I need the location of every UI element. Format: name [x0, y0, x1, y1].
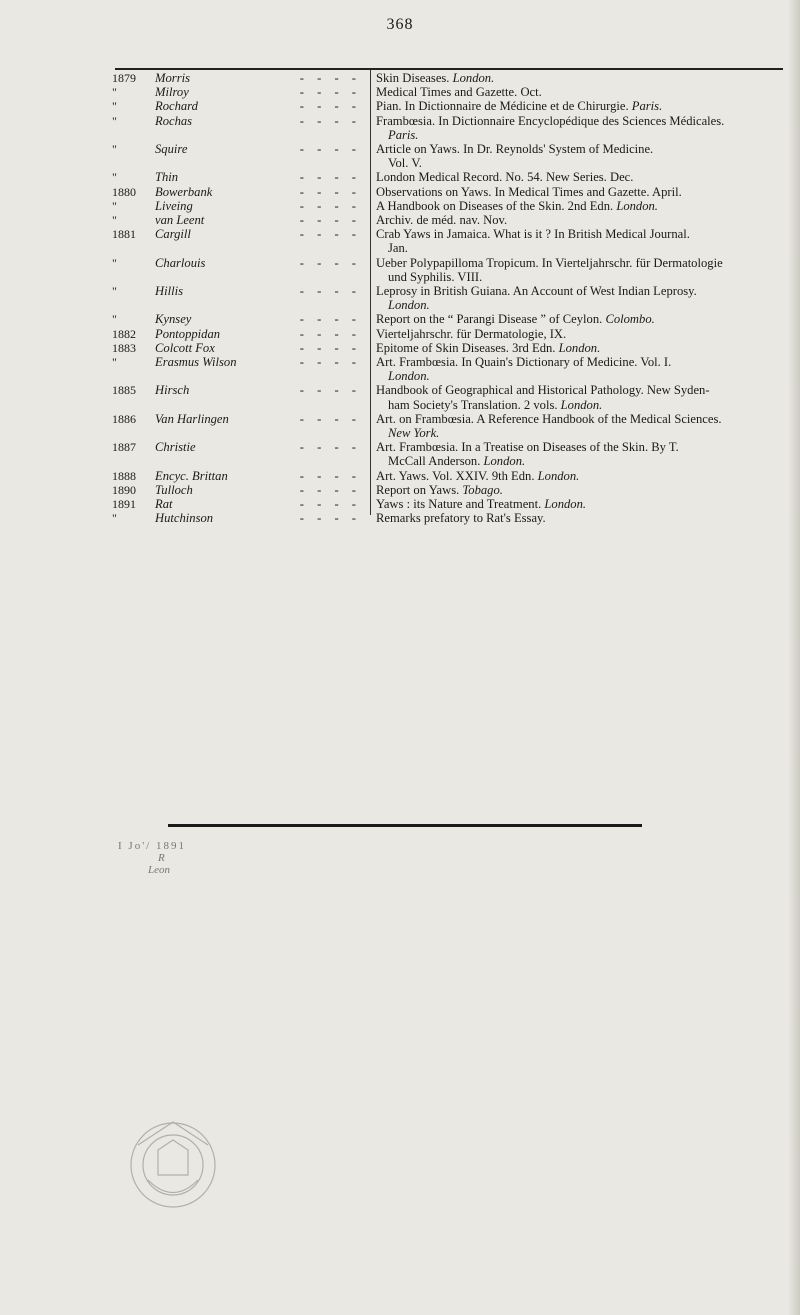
leader-dashes: - - - - — [299, 113, 361, 128]
reference-text: Skin Diseases. — [376, 71, 453, 85]
reference-cell — [376, 312, 784, 326]
page-edge-shadow — [788, 0, 800, 1315]
reference-text: London. — [388, 369, 430, 384]
reference-cell — [376, 85, 784, 99]
page-number: 368 — [386, 16, 414, 33]
author-cell — [155, 511, 367, 525]
author-cell — [155, 483, 367, 497]
year-cell: 1879 — [112, 71, 136, 85]
reference-cell — [376, 71, 784, 85]
year-cell: 1887 — [112, 440, 136, 455]
year-cell: 1880 — [112, 184, 136, 199]
author-cell — [155, 199, 367, 213]
reference-text: Observations on Yaws. In Medical Times and Gazette. April. — [376, 184, 682, 199]
reference-text: London. — [388, 298, 430, 313]
author-cell — [155, 170, 367, 184]
author-cell — [155, 256, 367, 270]
year-cell: " — [112, 284, 117, 298]
reference-text: Article on Yaws. In Dr. Reynolds' System of Medicine. — [376, 142, 654, 156]
reference-cell — [376, 227, 784, 255]
reference-text: London. — [544, 497, 587, 511]
reference-text: Jan. — [388, 241, 408, 256]
leader-dashes: - - - - — [299, 255, 361, 270]
reference-text: London. — [483, 454, 526, 469]
author-cell — [155, 412, 367, 426]
reference-cell — [376, 170, 784, 184]
reference-text: Remarks prefatory to Rat's Essay. — [376, 511, 546, 526]
reference-cell — [376, 199, 784, 213]
author-name: Squire — [155, 142, 188, 156]
leader-dashes: - - - - — [299, 99, 361, 114]
reference-text: Report on the “ Parangi Disease ” of Ceylon. — [376, 312, 606, 327]
author-cell — [155, 142, 367, 156]
author-cell — [155, 284, 367, 298]
reference-text: und Syphilis. VIII. — [388, 269, 483, 284]
reference-cell — [376, 497, 784, 511]
reference-text: Art. Frambœsia. In a Treatise on Diseases of the Skin. By T. — [376, 440, 679, 455]
author-cell — [155, 497, 367, 511]
reference-text: Crab Yaws in Jamaica. What is it ? In British Medical Journal. — [376, 227, 690, 242]
leader-dashes: - - - - — [299, 355, 361, 369]
reference-cell — [376, 440, 784, 468]
author-name: Encyc. Brittan — [155, 468, 228, 483]
leader-dashes: - - - - — [299, 284, 361, 298]
reference-cell — [376, 511, 784, 525]
author-cell — [155, 312, 367, 326]
year-cell: 1885 — [112, 383, 136, 398]
author-cell — [155, 469, 367, 483]
leader-dashes: - - - - — [299, 227, 361, 242]
stamp-line-3: Leon — [148, 864, 170, 876]
reference-text: Art. Yaws. Vol. XXIV. 9th Edn. — [376, 468, 538, 483]
year-cell: 1888 — [112, 468, 136, 483]
leader-dashes: - - - - — [299, 340, 361, 355]
author-name: Cargill — [155, 227, 191, 242]
year-cell: 1890 — [112, 482, 136, 497]
leader-dashes: - - - - — [299, 326, 361, 341]
reference-cell — [376, 355, 784, 383]
reference-text: Yaws : its Nature and Treatment. — [376, 497, 545, 511]
author-name: Erasmus Wilson — [155, 355, 237, 369]
year-cell: " — [112, 142, 117, 156]
reference-cell — [376, 483, 784, 497]
header-rule — [115, 68, 783, 70]
embossed-seal-icon — [118, 1110, 228, 1220]
reference-text: Paris. — [631, 99, 663, 114]
author-cell — [155, 355, 367, 369]
author-name: Colcott Fox — [155, 340, 215, 355]
author-cell — [155, 383, 367, 397]
author-name: van Leent — [155, 213, 205, 227]
year-cell: 1881 — [112, 227, 136, 242]
author-name: Charlouis — [155, 255, 206, 270]
year-cell: " — [112, 312, 117, 327]
author-name: Rochas — [155, 113, 193, 128]
year-cell: " — [112, 355, 117, 369]
stamp-line-1: I Jo'/ 1891 — [118, 840, 186, 852]
author-name: Morris — [155, 71, 190, 85]
author-name: Van Harlingen — [155, 411, 229, 426]
author-cell — [155, 227, 367, 241]
reference-cell — [376, 114, 784, 142]
reference-text: Vol. V. — [388, 156, 422, 171]
reference-cell — [376, 341, 784, 355]
leader-dashes: - - - - — [299, 198, 361, 213]
leader-dashes: - - - - — [299, 440, 361, 455]
reference-cell — [376, 327, 784, 341]
reference-text: Ueber Polypapilloma Tropicum. In Vierteljahrschr. für Dermatologie — [376, 255, 723, 270]
reference-text: Art. Frambœsia. In Quain's Dictionary of Medicine. Vol. I. — [376, 355, 672, 369]
author-name: Kynsey — [155, 312, 192, 327]
stamp-line-2: R — [158, 852, 165, 864]
reference-text: Frambœsia. In Dictionnaire Encyclopédique des Sciences Médicales. — [376, 113, 725, 128]
author-name: Hillis — [155, 284, 183, 298]
year-cell: " — [112, 170, 117, 185]
reference-text: Vierteljahrschr. für Dermatologie, IX. — [376, 326, 567, 341]
reference-cell — [376, 383, 784, 411]
leader-dashes: - - - - — [299, 213, 361, 227]
year-cell: " — [112, 511, 117, 526]
reference-text: London. — [558, 340, 601, 355]
author-name: Pontoppidan — [155, 326, 221, 341]
reference-text: London. — [616, 198, 658, 213]
leader-dashes: - - - - — [299, 511, 361, 526]
footer-rule — [168, 824, 642, 827]
author-name: Hirsch — [155, 383, 190, 398]
reference-cell — [376, 99, 784, 113]
reference-text: Tobago. — [462, 482, 503, 497]
year-cell: 1886 — [112, 411, 136, 426]
leader-dashes: - - - - — [299, 184, 361, 199]
author-cell — [155, 341, 367, 355]
year-cell: " — [112, 99, 117, 114]
author-name: Tulloch — [155, 482, 193, 497]
reference-text: Leprosy in British Guiana. An Account of West Indian Leprosy. — [376, 284, 697, 298]
reference-text: London. — [537, 468, 580, 483]
reference-text: Report on Yaws. — [376, 482, 463, 497]
reference-cell — [376, 469, 784, 483]
reference-text: London. — [560, 397, 603, 412]
year-cell: " — [112, 213, 117, 227]
leader-dashes: - - - - — [299, 468, 361, 483]
reference-text: Colombo. — [605, 312, 655, 327]
author-cell — [155, 185, 367, 199]
reference-cell — [376, 284, 784, 312]
author-cell — [155, 213, 367, 227]
reference-text: Art. on Frambœsia. A Reference Handbook of the Medical Sciences. — [376, 411, 722, 426]
reference-text: Pian. In Dictionnaire de Médicine et de Chirurgie. — [376, 99, 632, 114]
author-name: Christie — [155, 440, 196, 455]
reference-text: New York. — [388, 426, 440, 440]
author-name: Thin — [155, 170, 179, 185]
author-cell — [155, 99, 367, 113]
leader-dashes: - - - - — [299, 482, 361, 497]
leader-dashes: - - - - — [299, 497, 361, 511]
year-cell: " — [112, 255, 117, 270]
reference-text: London Medical Record. No. 54. New Series. Dec. — [376, 170, 634, 185]
author-name: Liveing — [155, 198, 193, 213]
reference-text: Medical Times and Gazette. Oct. — [376, 85, 542, 100]
author-cell — [155, 327, 367, 341]
author-name: Bowerbank — [155, 184, 213, 199]
author-cell — [155, 114, 367, 128]
leader-dashes: - - - - — [299, 170, 361, 185]
year-cell: 1891 — [112, 497, 136, 511]
author-name: Hutchinson — [155, 511, 214, 526]
author-name: Rochard — [155, 99, 198, 114]
year-cell: " — [112, 85, 117, 100]
reference-text: Paris. — [388, 127, 419, 142]
reference-text: Archiv. de méd. nav. Nov. — [376, 213, 508, 227]
author-cell — [155, 85, 367, 99]
author-cell — [155, 440, 367, 454]
year-cell: " — [112, 113, 117, 128]
author-name: Rat — [155, 497, 173, 511]
leader-dashes: - - - - — [299, 312, 361, 327]
reference-cell — [376, 142, 784, 170]
library-stamp — [118, 840, 308, 900]
author-name: Milroy — [155, 85, 189, 100]
leader-dashes: - - - - — [299, 71, 361, 85]
leader-dashes: - - - - — [299, 85, 361, 100]
column-divider — [370, 70, 371, 515]
reference-text: McCall Anderson. — [388, 454, 484, 469]
leader-dashes: - - - - — [299, 142, 361, 156]
reference-text: Epitome of Skin Diseases. 3rd Edn. — [376, 340, 559, 355]
reference-text: London. — [452, 71, 495, 85]
reference-cell — [376, 256, 784, 284]
reference-cell — [376, 185, 784, 199]
reference-text: ham Society's Translation. 2 vols. — [388, 397, 561, 412]
reference-cell — [376, 412, 784, 440]
reference-text: A Handbook on Diseases of the Skin. 2nd Edn. — [376, 198, 617, 213]
leader-dashes: - - - - — [299, 411, 361, 426]
reference-text: Handbook of Geographical and Historical Pathology. New Syden- — [376, 383, 710, 398]
author-cell — [155, 71, 367, 85]
year-cell: 1882 — [112, 326, 136, 341]
year-cell: 1883 — [112, 340, 136, 355]
year-cell: " — [112, 198, 117, 213]
reference-cell — [376, 213, 784, 227]
leader-dashes: - - - - — [299, 383, 361, 398]
